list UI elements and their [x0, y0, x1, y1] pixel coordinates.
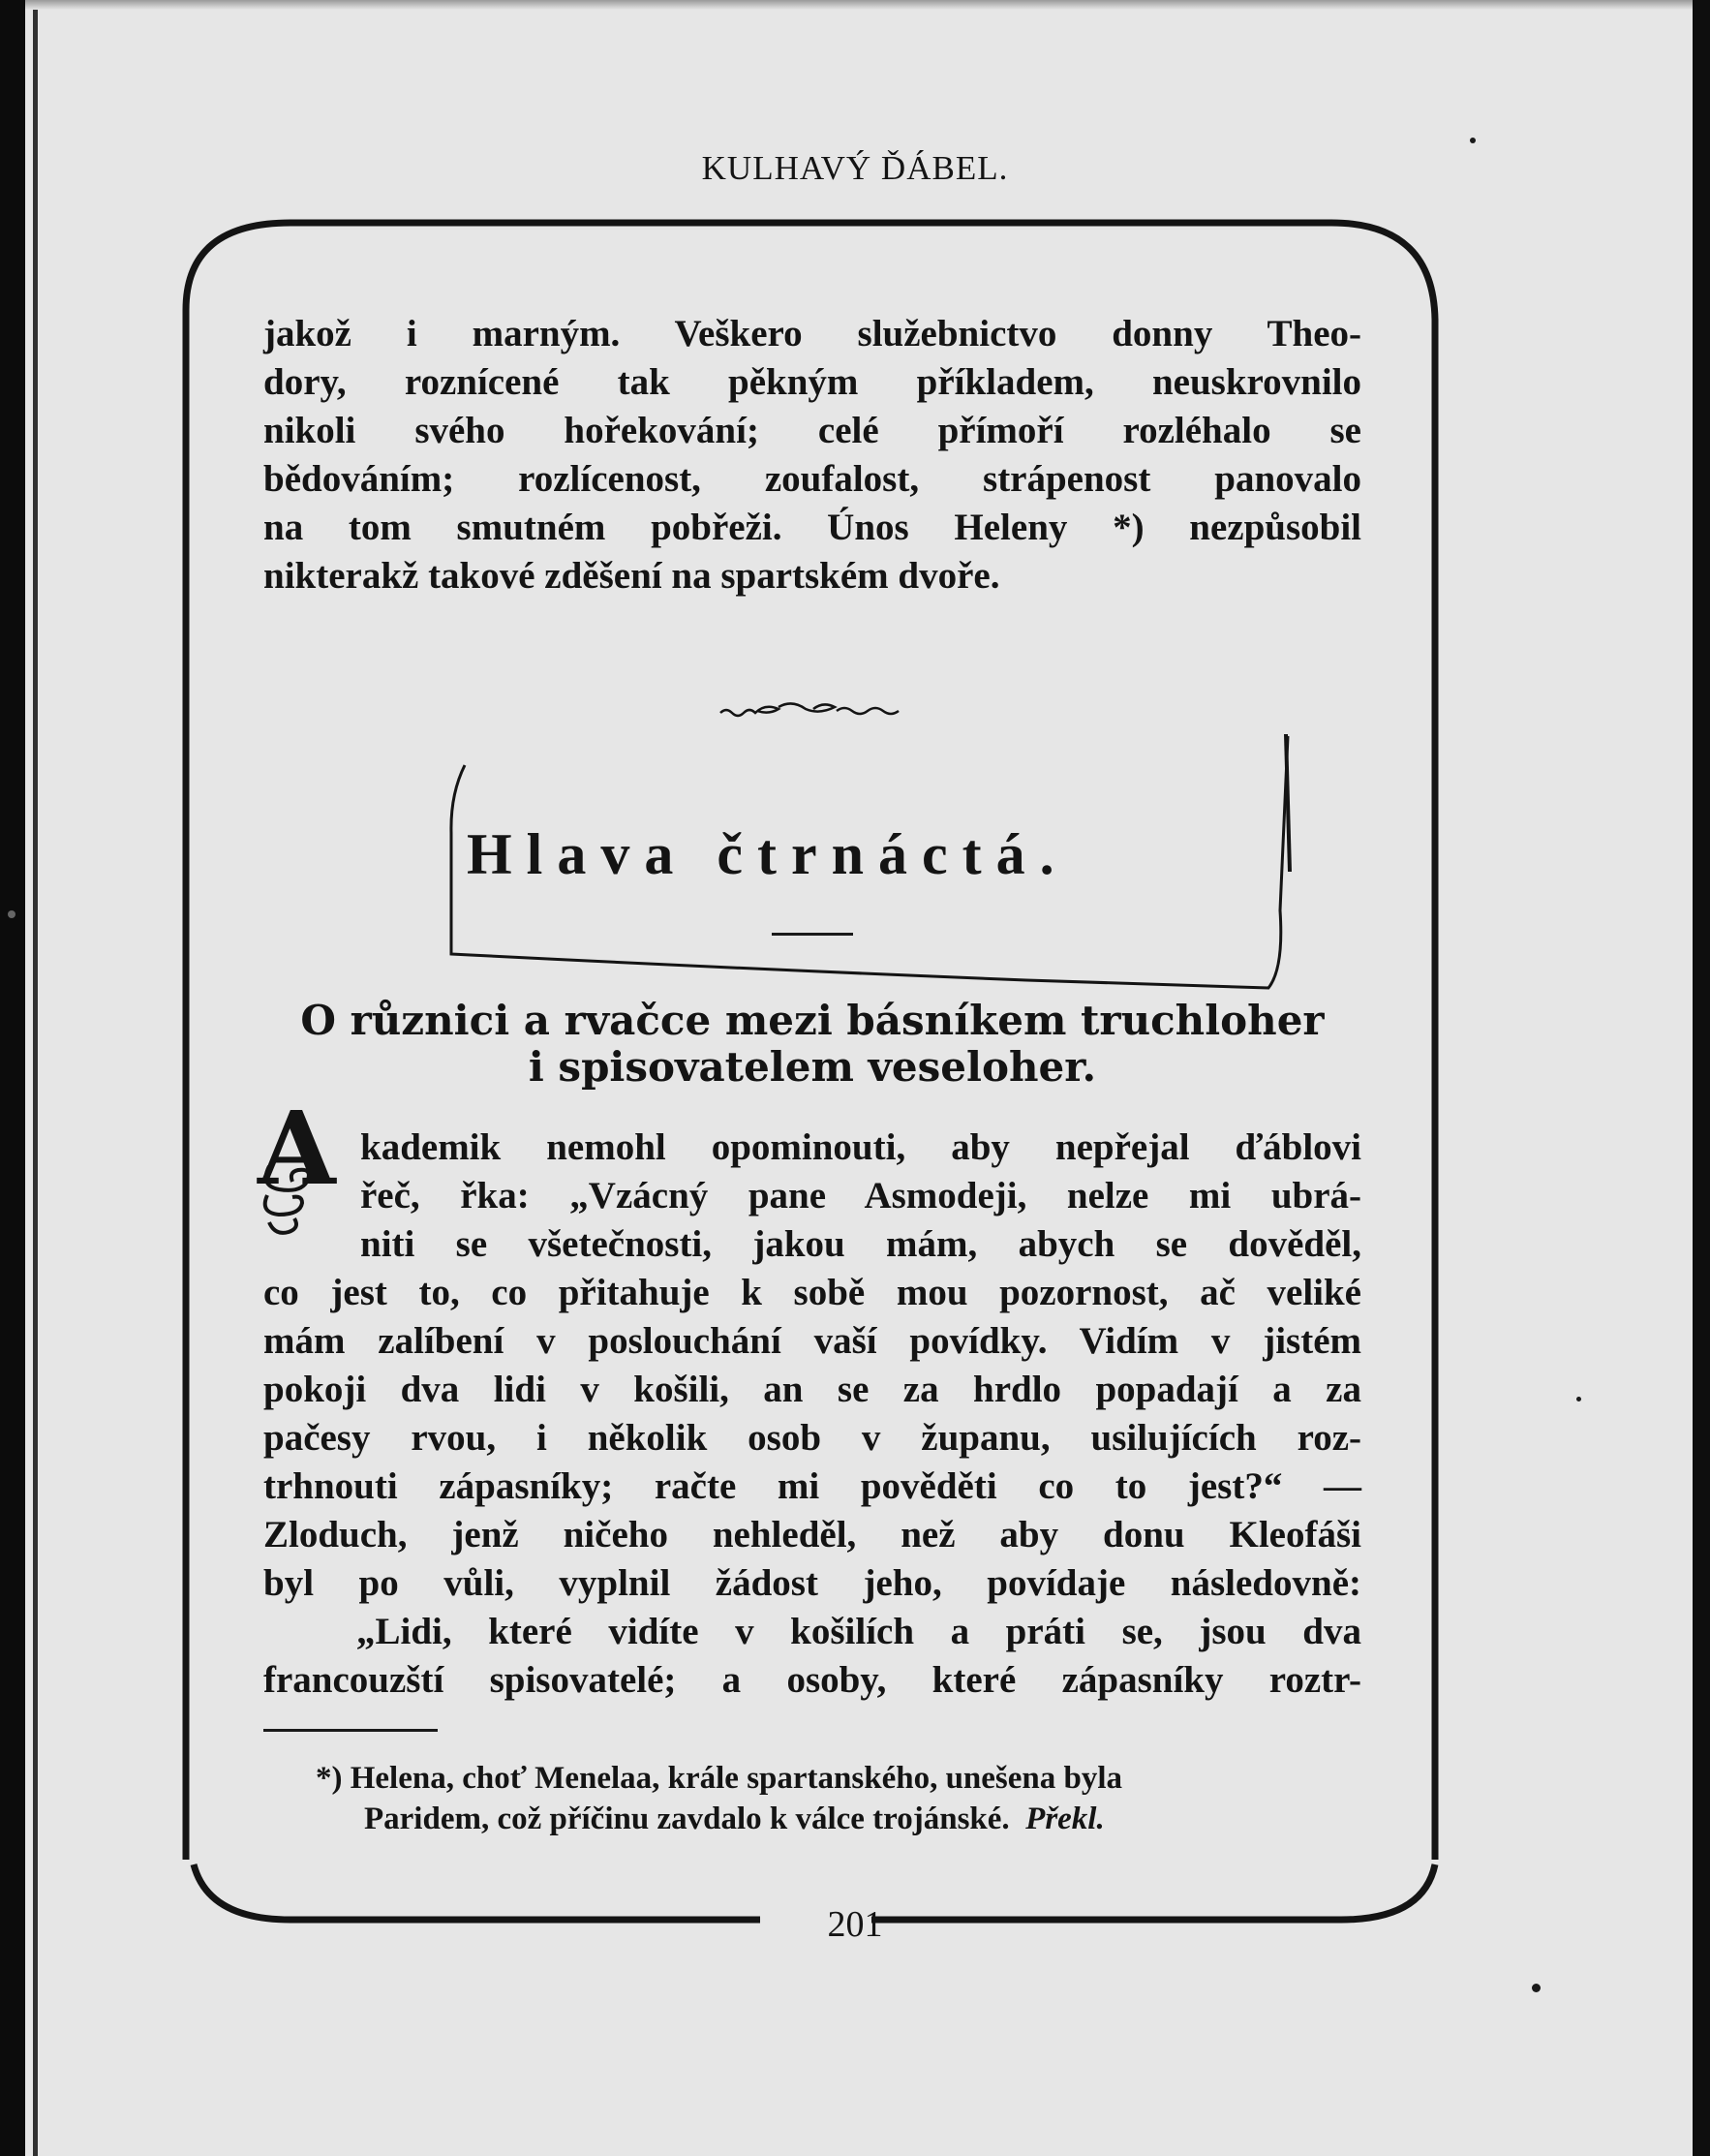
- drop-cap-letter: A: [258, 1089, 336, 1208]
- footnote-rule: [263, 1729, 438, 1732]
- chapter-subtitle: [263, 998, 1361, 1091]
- footnote-line-2: [316, 1799, 1361, 1839]
- ornament-divider: [717, 695, 910, 724]
- text-line: byl po vůli, vyplnil žádost jeho, povídaje následovně:: [263, 1562, 1361, 1604]
- text-line: pokoji dva lidi v košili, an se za hrdlo popadají a za: [263, 1369, 1361, 1410]
- translator-signature: Překl.: [1025, 1802, 1105, 1836]
- footnote-line: *) Helena, choť Menelaa, krále spartanského, unešena byla: [316, 1761, 1123, 1796]
- text-line: „Lidi, které vidíte v košilích a práti se, jsou dva: [356, 1611, 1361, 1652]
- text-line: trhnouti zápasníky; račte mi pověděti co to jest?“ —: [263, 1465, 1361, 1507]
- text-line: Zloduch, jenž ničeho nehleděl, než aby donu Kleofáši: [263, 1514, 1361, 1555]
- chapter-heading: Hlava čtrnáctá.: [467, 822, 1069, 886]
- footnote: [316, 1758, 1361, 1839]
- footnote-text: Paridem, což příčinu zavdalo k válce trojánské.: [364, 1802, 1010, 1836]
- text-line: bědováním; rozlícenost, zoufalost, strápenost panovalo: [263, 458, 1361, 500]
- subtitle-line: i spisovatelem veseloher.: [528, 1043, 1097, 1091]
- text-line: nikterakž takové zděšení na spartském dvoře.: [263, 555, 1000, 597]
- chapter-rule: [772, 933, 853, 936]
- text-line: francouzští spisovatelé; a osoby, které zápasníky roztr-: [263, 1659, 1361, 1701]
- text-line: řeč, řka: „Vzácný pane Asmodeji, nelze mi ubrá-: [360, 1175, 1361, 1217]
- page-number: 201: [827, 1904, 883, 1945]
- text-line: na tom smutném pobřeži. Únos Heleny *) nezpůsobil: [263, 507, 1361, 548]
- text-line: niti se všetečnosti, jakou mám, abych se dověděl,: [360, 1223, 1361, 1265]
- text-line: pačesy rvou, i několik osob v županu, usilujících roz-: [263, 1417, 1361, 1459]
- text-line: mám zalíbení v poslouchání vaší povídky. Vidím v jistém: [263, 1320, 1361, 1362]
- text-line: jakož i marným. Veškero služebnictvo donny Theo-: [263, 313, 1361, 354]
- running-head: KULHAVÝ ĎÁBEL.: [701, 149, 1009, 187]
- subtitle-line: O různici a rvačce mezi básníkem truchloher: [300, 997, 1325, 1044]
- text-line: co jest to, co přitahuje k sobě mou pozornost, ač veliké: [263, 1272, 1361, 1313]
- text-line: nikoli svého hořekování; celé přímoří rozléhalo se: [263, 410, 1361, 451]
- paragraph-top: [263, 310, 1361, 601]
- text-line: kademik nemohl opominouti, aby nepřejal ďáblovi: [360, 1126, 1361, 1168]
- text-line: dory, roznícené tak pěkným příkladem, neuskrovnilo: [263, 361, 1361, 403]
- paragraph-main: [263, 1124, 1361, 1705]
